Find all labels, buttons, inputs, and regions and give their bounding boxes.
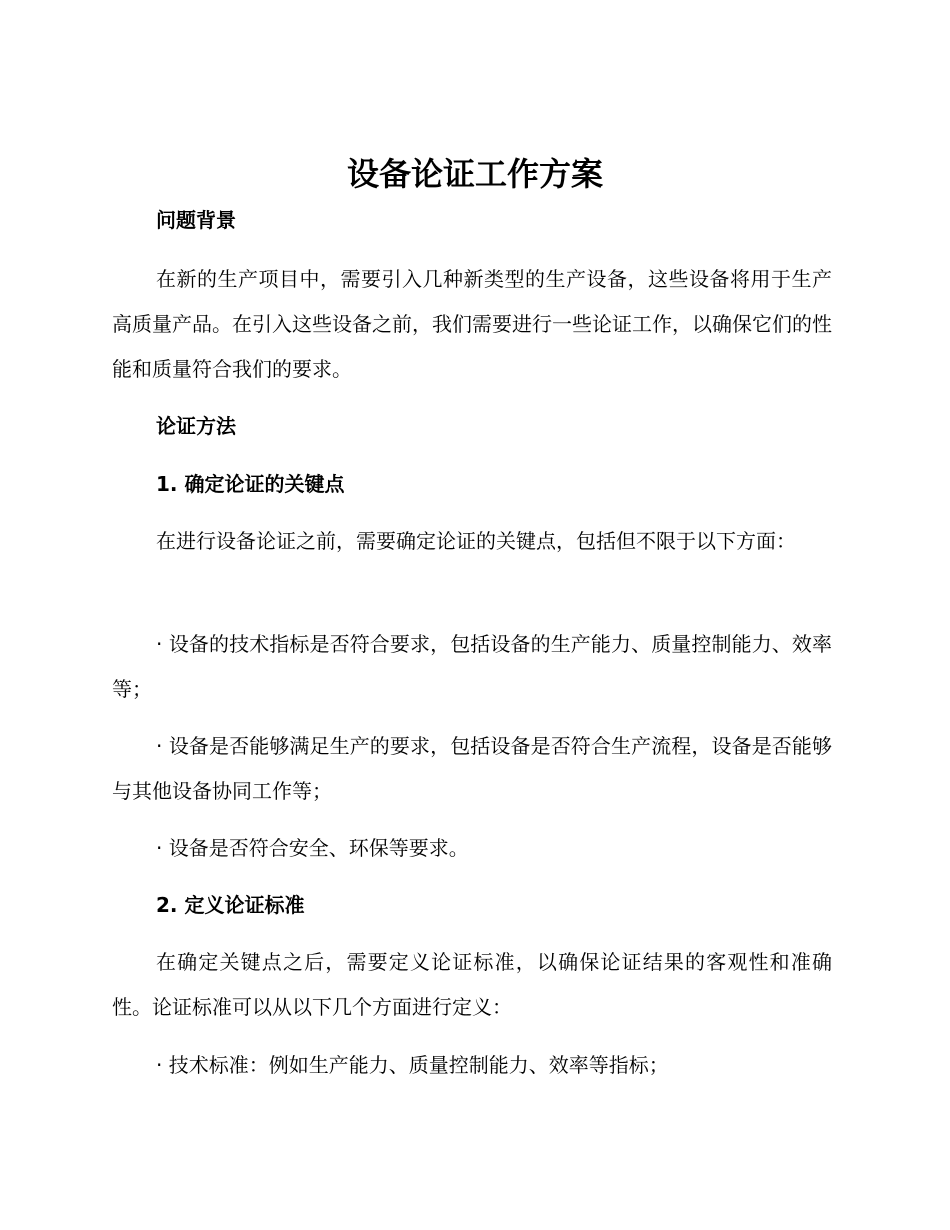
- list-item-step1-2: · 设备是否能够满足生产的要求，包括设备是否符合生产流程，设备是否能够与其他设备协同工作等；: [112, 734, 832, 803]
- page-title: 设备论证工作方案: [346, 155, 603, 193]
- paragraph-background: 在新的生产项目中，需要引入几种新类型的生产设备，这些设备将用于生产高质量产品。在引入这些设备之前，我们需要进行一些论证工作，以确保它们的性能和质量符合我们的要求。: [112, 267, 832, 381]
- section-heading-background: 问题背景: [156, 208, 236, 232]
- subheading-step1: 1. 确定论证的关键点: [156, 472, 345, 496]
- list-item-step2-1: · 技术标准：例如生产能力、质量控制能力、效率等指标；: [156, 1053, 669, 1077]
- list-item-step1-1: · 设备的技术指标是否符合要求，包括设备的生产能力、质量控制能力、效率等；: [112, 632, 832, 701]
- subheading-step2: 2. 定义论证标准: [156, 893, 305, 917]
- section-heading-method: 论证方法: [156, 414, 236, 438]
- list-item-step1-3: · 设备是否符合安全、环保等要求。: [156, 836, 469, 860]
- paragraph-step1-intro: 在进行设备论证之前，需要确定论证的关键点，包括但不限于以下方面：: [156, 529, 796, 553]
- paragraph-step2-intro: 在确定关键点之后，需要定义论证标准，以确保论证结果的客观性和准确性。论证标准可以从以下几个方面进行定义：: [112, 950, 832, 1019]
